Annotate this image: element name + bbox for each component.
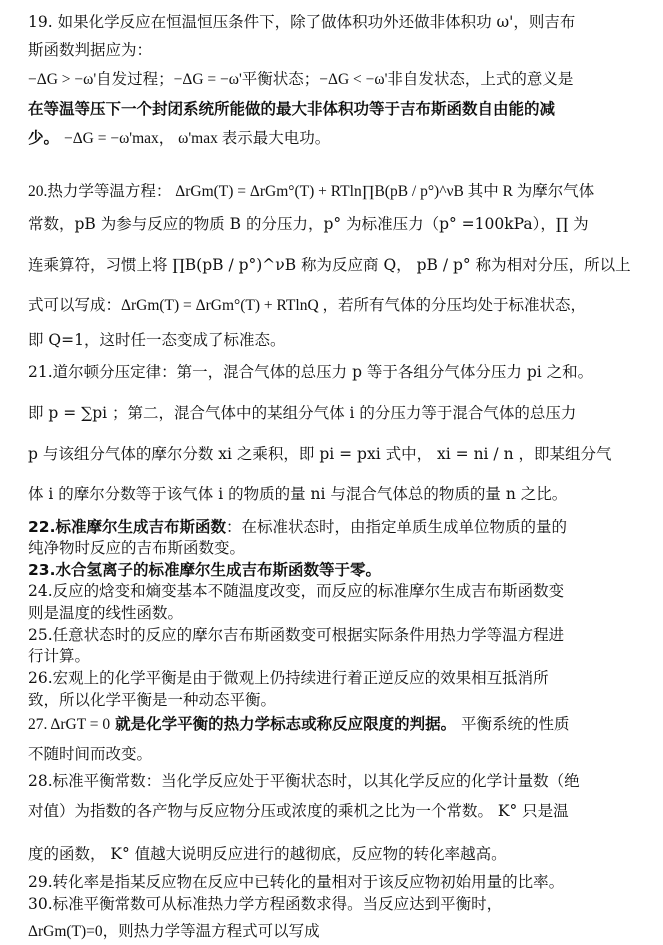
item-21-mole-fraction: p 与该组分气体的摩尔分数 xi 之乘积，即 pi = pxi 式中， xi = ni / n ，即某组分气 bbox=[28, 445, 612, 463]
item-24-line-2: 则是温度的线性函数。 bbox=[28, 604, 184, 622]
item-19-gibbs-criterion: −ΔG > −ω'自发过程；−ΔG = −ω'平衡状态；−ΔG < −ω'非自发状态，上式的意义是 bbox=[28, 71, 574, 88]
item-28-line-3: 度的函数， K° 值越大说明反应进行的越彻底，反应物的转化率越高。 bbox=[28, 845, 507, 863]
item-22-definition: ：在标准状态时，由指定单质生成单位物质的量的 bbox=[225, 518, 567, 536]
item-29: 29.转化率是指某反应物在反应中已转化的量相对于该反应物初始用量的比率。 bbox=[28, 873, 565, 891]
item-24-line-1: 24.反应的焓变和熵变基本不随温度改变，而反应的标准摩尔生成吉布斯函数变 bbox=[28, 582, 565, 600]
item-20-line-5: 即 Q=1，这时任一态变成了标准态。 bbox=[28, 331, 286, 349]
item-27-bold: 就是化学平衡的热力学标志或称反应限度的判据。 bbox=[115, 715, 457, 733]
item-19-meaning-bold: 在等温等压下一个封闭系统所能做的最大非体积功等于吉布斯函数自由能的减 bbox=[28, 100, 556, 118]
max-work-formula: −ΔG = −ω'max， ω'max 表示最大电功。 bbox=[63, 130, 331, 147]
item-23-bold: 23.水合氢离子的标准摩尔生成吉布斯函数等于零。 bbox=[28, 561, 381, 579]
item-19-line-1: 19. 如果化学反应在恒温恒压条件下，除了做体积功外还做非体积功 ω'，则吉布 bbox=[28, 13, 576, 31]
item-25-line-1: 25.任意状态时的反应的摩尔吉布斯函数变可根据实际条件用热力学等温方程进 bbox=[28, 626, 565, 644]
item-27-tail: 平衡系统的性质 bbox=[461, 715, 570, 733]
item-30-line-2: ΔrGm(T)=0，则热力学等温方程式可以写成 bbox=[28, 923, 320, 940]
item-22-line-2: 纯净物时反应的吉布斯函数变。 bbox=[28, 539, 246, 557]
item-30-line-1: 30.标准平衡常数可从标准热力学方程函数求得。当反应达到平衡时， bbox=[28, 895, 503, 913]
item-19-line-5 bbox=[28, 128, 653, 149]
item-27-line-2: 不随时间而改变。 bbox=[28, 745, 153, 763]
item-26-line-1: 26.宏观上的化学平衡是由于微观上仍持续进行着正逆反应的效果相互抵消所 bbox=[28, 669, 549, 687]
item-28-line-2: 对值）为指数的各产物与反应物分压或浓度的乘机之比为一个常数。 K° 只是温 bbox=[28, 802, 569, 820]
item-19-line-2: 斯函数判据应为： bbox=[28, 41, 153, 59]
item-20-line-2: 常数，pB 为参与反应的物质 B 的分压力，p° 为标准压力（p° =100kPa），∏ 为 bbox=[28, 215, 589, 233]
item-27-equilibrium-condition: 27. ΔrGT = 0 bbox=[28, 716, 111, 733]
item-19-bold-end: 少。 bbox=[28, 129, 60, 147]
item-22-line-1 bbox=[28, 517, 653, 537]
item-27-line-1 bbox=[28, 714, 653, 735]
item-28-line-1: 28.标准平衡常数：当化学反应处于平衡状态时，以其化学反应的化学计量数（绝 bbox=[28, 772, 580, 790]
item-21-line-2: 即 p = ∑pi ；第二，混合气体中的某组分气体 i 的分压力等于混合气体的总压力 bbox=[28, 404, 577, 422]
item-22-term-bold: 22.标准摩尔生成吉布斯函数 bbox=[28, 518, 226, 536]
item-25-line-2: 行计算。 bbox=[28, 647, 91, 665]
item-21-line-4: 体 i 的摩尔分数等于该气体 i 的物质的量 ni 与混合气体总的物质的量 n 之比。 bbox=[28, 485, 568, 503]
item-26-line-2: 致，所以化学平衡是一种动态平衡。 bbox=[28, 691, 277, 709]
item-20-lnQ-form: 式可以写成：ΔrGm(T) = ΔrGm°(T) + RTlnQ ，若所有气体的分压均处于标准状态， bbox=[28, 297, 587, 314]
item-20-isotherm-equation: 20.热力学等温方程： ΔrGm(T) = ΔrGm°(T) + RTln∏B(pB / p°)^νB 其中 R 为摩尔气体 bbox=[28, 183, 595, 200]
item-21-dalton-law: 21.道尔顿分压定律：第一，混合气体的总压力 p 等于各组分气体分压力 pi 之和。 bbox=[28, 363, 594, 381]
item-20-reaction-quotient: 连乘算符，习惯上将 ∏B(pB / p°)^νB 称为反应商 Q， pB / p° 称为相对分压，所以上 bbox=[28, 256, 631, 274]
